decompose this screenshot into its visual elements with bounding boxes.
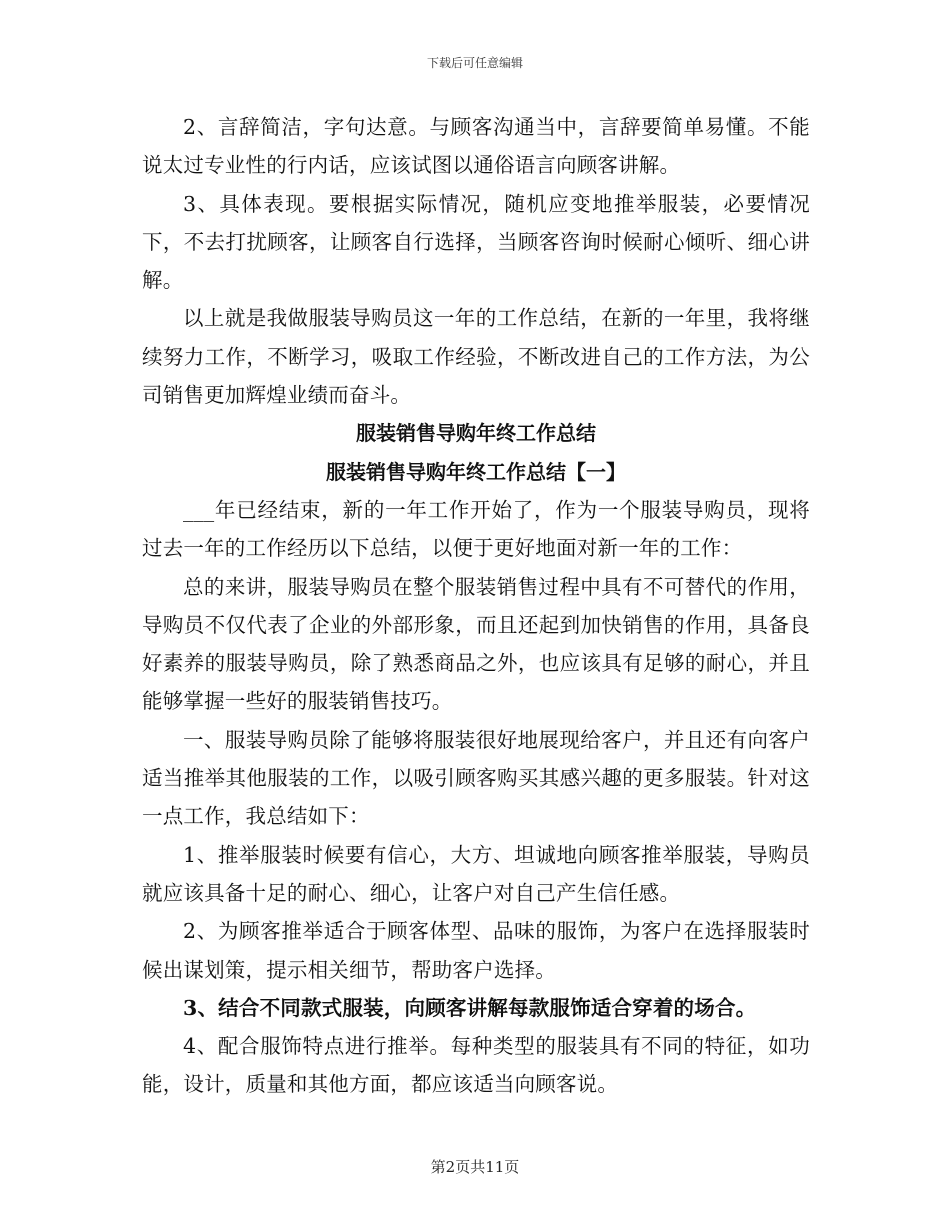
paragraph-item-3: 3、结合不同款式服装，向顾客讲解每款服饰适合穿着的场合。	[183, 995, 757, 1020]
paragraph-item-1: 1、推举服装时候要有信心，大方、坦诚地向顾客推举服装，导购员就应该具备十足的耐心、细心，让客户对自己产生信任感。	[142, 842, 810, 905]
paragraph-overview: 总的来讲，服装导购员在整个服装销售过程中具有不可替代的作用，导购员不仅代表了企业的外部形象，而且还起到加快销售的作用，具备良好素养的服装导购员，除了熟悉商品之外，也应该具有足够的耐心，并且能够掌握一些好的服装销售技巧。	[142, 574, 810, 714]
document-body	[142, 108, 810, 1104]
paragraph-item-4: 4、配合服饰特点进行推举。每种类型的服装具有不同的特征，如功能，设计，质量和其他方面，都应该适当向顾客说。	[142, 1034, 810, 1097]
document-title: 服装销售导购年终工作总结	[356, 421, 596, 446]
paragraph-section-one: 一、服装导购员除了能够将服装很好地展现给客户，并且还有向客户适当推举其他服装的工作，以吸引顾客购买其感兴趣的更多服装。针对这一点工作，我总结如下：	[142, 727, 810, 829]
document-subtitle: 服装销售导购年终工作总结【一】	[326, 459, 626, 484]
paragraph-intro: ___年已经结束，新的一年工作开始了，作为一个服装导购员，现将过去一年的工作经历以下总结，以便于更好地面对新一年的工作：	[142, 497, 810, 561]
header-note: 下载后可任意编辑	[426, 56, 523, 70]
paragraph-specific-performance: 3、具体表现。要根据实际情况，随机应变地推举服装，必要情况下，不去打扰顾客，让顾客自行选择，当顾客咨询时候耐心倾听、细心讲解。	[142, 191, 810, 293]
paragraph-summary-closing: 以上就是我做服装导购员这一年的工作总结，在新的一年里，我将继续努力工作，不断学习，吸取工作经验，不断改进自己的工作方法，为公司销售更加辉煌业绩而奋斗。	[142, 306, 810, 408]
page-number: 第2页共11页	[430, 1158, 520, 1176]
paragraph-item-2: 2、为顾客推举适合于顾客体型、品味的服饰，为客户在选择服装时候出谋划策，提示相关细节，帮助客户选择。	[142, 919, 810, 982]
paragraph-language-concise: 2、言辞简洁，字句达意。与顾客沟通当中，言辞要简单易懂。不能说太过专业性的行内话，应该试图以通俗语言向顾客讲解。	[142, 115, 810, 178]
